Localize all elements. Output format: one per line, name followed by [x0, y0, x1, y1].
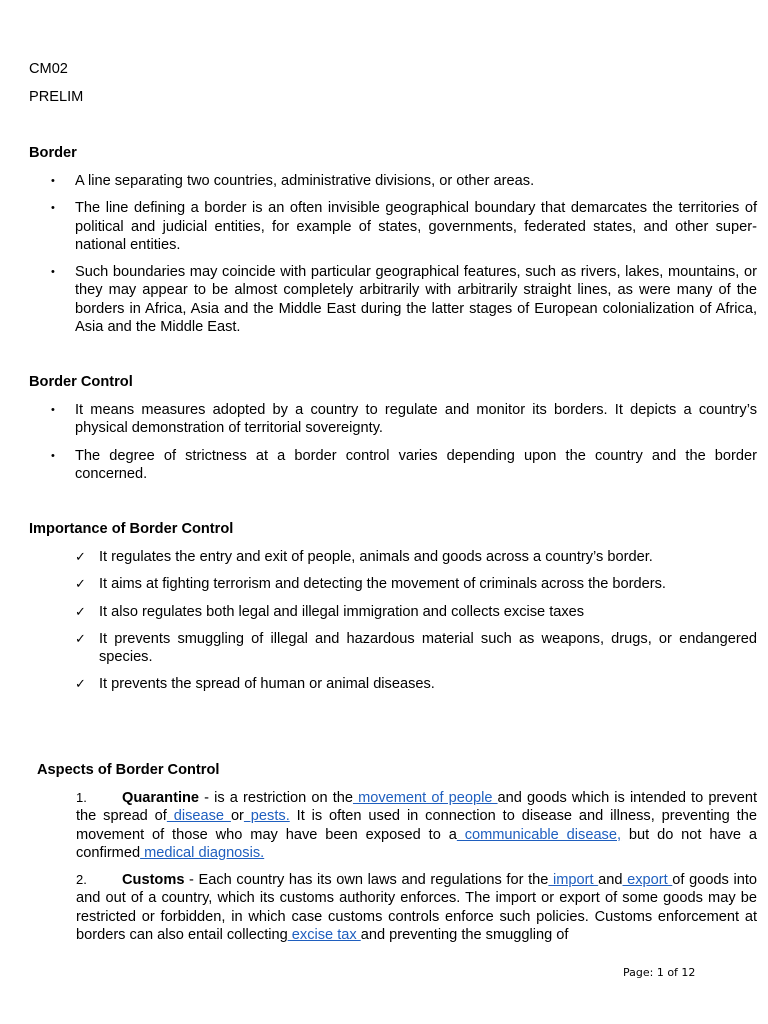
bullet-icon: •	[51, 202, 55, 215]
list-item: 1. Quarantine - is a restriction on the movement of people and goods which is intended to prevent the spread of disease or pests. It is often used in connection to disease and illness, preventing the movement of those who may have been exposed to a communicable disease, but do not have a confirmed medical diagnosis.	[76, 790, 757, 861]
list-item: ✓ It prevents the spread of human or animal diseases.	[75, 676, 435, 693]
list-item: • It means measures adopted by a country to regulate and monitor its borders. It depicts a country’s physical demonstration of territorial sovereignty.	[51, 402, 757, 437]
list-item: • The degree of strictness at a border control varies depending upon the country and the border concerned.	[51, 447, 757, 482]
border-control-bullet-list	[29, 401, 757, 492]
list-item: • The line defining a border is an often invisible geographical boundary that demarcates the territories of political and judicial entities, for example of states, governments, federated states, and other super-national entities.	[51, 200, 757, 253]
link-movement-of-people[interactable]: movement of people	[352, 790, 498, 806]
importance-check-list	[29, 548, 757, 703]
term-quarantine: Quarantine	[122, 790, 200, 806]
course-code: CM02	[29, 61, 68, 77]
term-label: PRELIM	[29, 89, 84, 105]
item-number: 1.	[76, 790, 87, 805]
term-customs: Customs	[122, 872, 185, 889]
aspects-numbered-list	[76, 789, 757, 953]
checkmark-icon: ✓	[75, 549, 86, 564]
list-item: • A line separating two countries, administrative divisions, or other areas.	[51, 173, 535, 189]
bullet-icon: •	[51, 266, 55, 279]
list-item: ✓ It also regulates both legal and illegal immigration and collects excise taxes	[75, 603, 585, 620]
border-heading: Border	[29, 145, 77, 161]
list-item: ✓ It prevents smuggling of illegal and hazardous material such as weapons, drugs, or endangered species.	[75, 630, 757, 666]
list-item: ✓ It regulates the entry and exit of people, animals and goods across a country’s border.	[75, 549, 653, 565]
list-item: 2. Customs - Each country has its own laws and regulations for the import and export of goods into and out of a country, which its customs authority enforces. The import or export of some goods may be restricted or forbidden, in which case customs controls enforce such policies. Customs enforcement at borders can also entail collecting excise tax and preventing the smuggling of	[76, 872, 757, 944]
aspects-heading: Aspects of Border Control	[37, 762, 220, 778]
link-import[interactable]: import	[548, 872, 599, 889]
link-export[interactable]: export	[622, 872, 673, 889]
importance-heading: Importance of Border Control	[29, 521, 234, 537]
border-bullet-list	[29, 172, 757, 345]
checkmark-icon: ✓	[75, 630, 86, 646]
list-item: ✓ It aims at fighting terrorism and detecting the movement of criminals across the borders.	[75, 576, 666, 593]
bullet-icon: •	[51, 404, 55, 416]
link-disease[interactable]: disease	[166, 808, 231, 825]
list-item: • Such boundaries may coincide with particular geographical features, such as rivers, lakes, mountains, or they may appear to be almost completely arbitrarily with arbitrarily straight lines, as were many of the borders in Africa, Asia and the Middle East during the latter stages of European colonialization of Africa, Asia and the Middle East.	[51, 264, 757, 336]
bullet-icon: •	[51, 449, 55, 462]
item-number: 2.	[76, 872, 87, 888]
bullet-icon: •	[51, 175, 55, 187]
checkmark-icon: ✓	[75, 676, 86, 692]
link-excise-tax[interactable]: excise tax	[287, 927, 361, 944]
link-communicable-disease[interactable]: communicable disease,	[456, 826, 622, 843]
checkmark-icon: ✓	[75, 576, 86, 592]
link-pests[interactable]: pests.	[243, 808, 290, 825]
page-number: Page: 1 of 12	[623, 966, 696, 979]
checkmark-icon: ✓	[75, 603, 86, 619]
border-control-heading: Border Control	[29, 374, 133, 390]
link-medical-diagnosis[interactable]: medical diagnosis.	[140, 844, 265, 861]
